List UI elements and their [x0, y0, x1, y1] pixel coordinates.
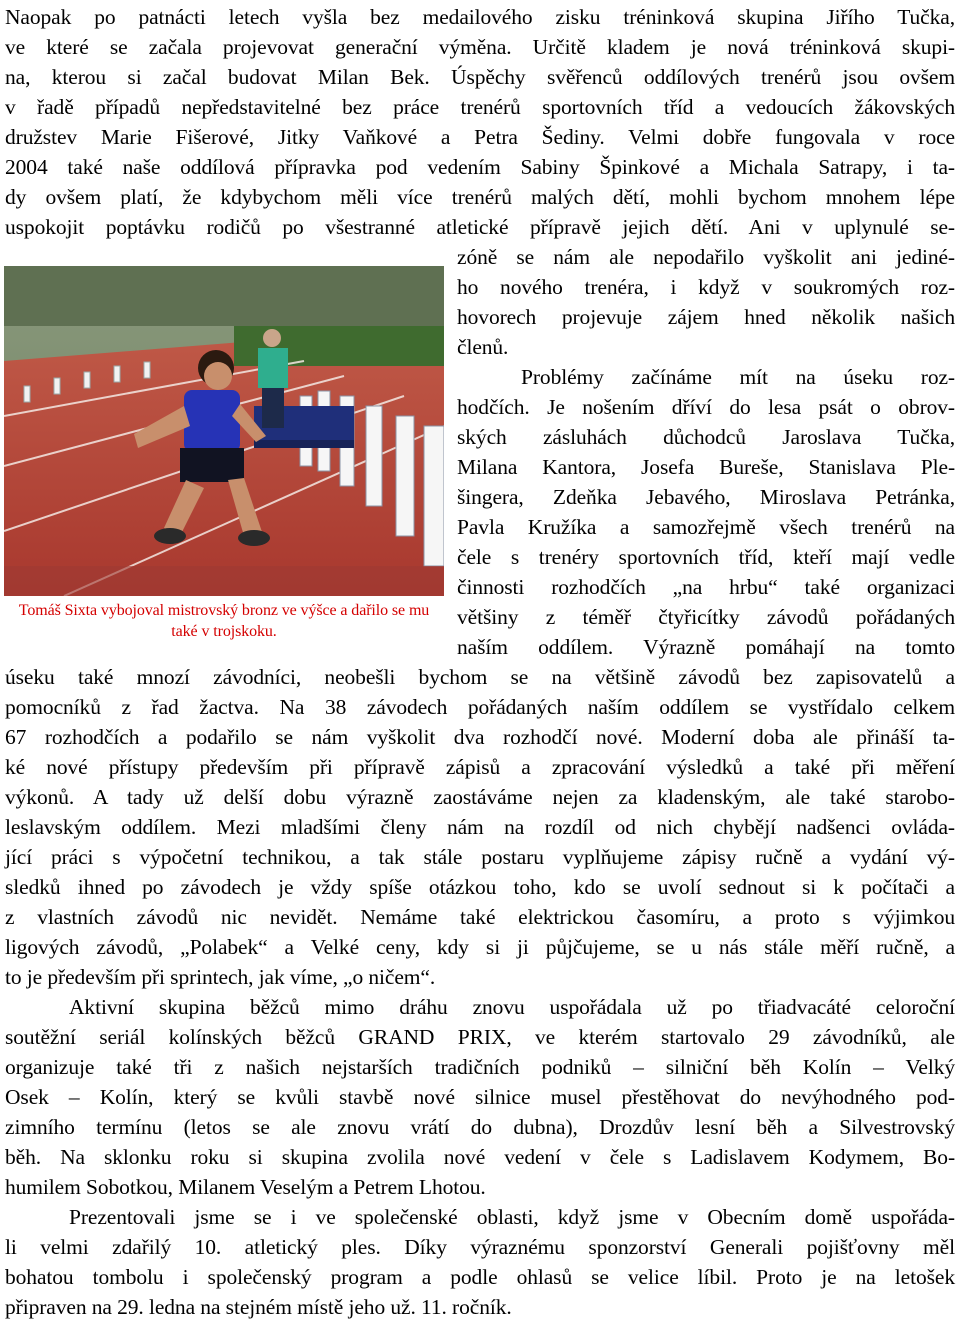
text-line: Aktivní skupina běžců mimo dráhu znovu uspořádala už po třiadvacáté celoroční [69, 995, 955, 1019]
text-line: Naopak po patnácti letech vyšla bez medailového zisku tréninková skupina Jiřího Tučka, [5, 5, 955, 29]
text-line: bohatou tombolu i společenský program a podle ohlasů se velice líbil. Proto je na letošek [5, 1265, 955, 1289]
text-line: Problémy začínáme mít na úseku roz- [521, 365, 955, 389]
text-line: leslavským oddílem. Mezi mladšími členy nám na rozdíl od nich chybějí nadšenci ovláda- [5, 815, 955, 839]
text-line: na, kterou si začal budovat Milan Bek. Úspěchy svěřenců oddílových trenérů jsou ovšem [5, 65, 955, 89]
paragraph-coaches [5, 2, 955, 242]
text-line: výkonů. A tady už delší dobu výrazně zaostáváme nejen za kladenským, ale také starobo- [5, 785, 955, 809]
text-line: jící práci s výpočetní technikou, a tak stále postaru vyplňujeme zápisy ručně a vydání vý- [5, 845, 955, 869]
text-line: většiny z téměř čtyřicítky závodů pořádaných [457, 605, 955, 629]
text-line: uspokojit poptávku rodičů po všestranné atletické přípravě jejich dětí. Ani v uplynulé se- [5, 215, 955, 239]
text-line: ligových závodů, „Polabek“ a Velké ceny, kdy si ji půjčujeme, se u nás stále měří ručně, a [5, 935, 955, 959]
text-line: ských zásluhách důchodců Jaroslava Tučka, [457, 425, 955, 449]
text-line: v řadě případů nepředstavitelné bez práce trenérů sportovních tříd a vedoucích žákovských [5, 95, 955, 119]
text-line: činnosti rozhodčích „na hrbu“ také organizaci [457, 575, 955, 599]
paragraph-referees-continued [5, 662, 955, 992]
paragraph-runners [5, 992, 955, 1202]
text-line: hodčích. Je nošením dříví do lesa psát o obrov- [457, 395, 955, 419]
text-line: čele s trenéry sportovních tříd, kteří mají vedle [457, 545, 955, 569]
text-line: Milana Kantora, Josefa Bureše, Stanislava Ple- [457, 455, 955, 479]
figure-long-jump [4, 266, 444, 642]
text-line: li velmi zdařilý 10. atletický ples. Díky výraznému sponzorství Generali pojišťovny měl [5, 1235, 955, 1259]
text-line: organizuje také tři z našich nejstarších tradičních podniků – silniční běh Kolín – Velký [5, 1055, 955, 1079]
figure-caption: Tomáš Sixta vybojoval mistrovský bronz ve výšce a dařilo se mu také v trojskoku. [18, 602, 430, 640]
text-line: ho nového trenéra, i když v soukromých roz- [457, 275, 955, 299]
paragraph-coaches-continued [457, 242, 955, 362]
text-line: šingera, Zdeňka Jebavého, Miroslava Petránka, [457, 485, 955, 509]
paragraph-referees [457, 362, 955, 662]
text-line: připraven na 29. ledna na stejném místě jeho už. 11. ročník. [5, 1295, 512, 1319]
text-line: Osek – Kolín, který se kvůli stavbě nové silnice musel přestěhovat do nevýhodného pod- [5, 1085, 955, 1109]
text-line: Prezentovali jsme se i ve společenské oblasti, když jsme v Obecním domě uspořáda- [69, 1205, 955, 1229]
text-line: 67 rozhodčích a podařilo se nám vyškolit dva rozhodčí nové. Moderní doba ale přináší ta- [5, 725, 955, 749]
text-line: to je především při sprintech, jak víme, „o ničem“. [5, 965, 436, 989]
text-line: z vlastních závodů nic nevidět. Nemáme také elektrickou časomíru, a proto s výjimkou [5, 905, 955, 929]
text-line: zimního termínu (letos se ale znovu vrátí do dubna), Drozdův lesní běh a Silvestrovský [5, 1115, 955, 1139]
paragraph-ball [5, 1202, 955, 1322]
text-line: ve které se začala projevovat generační výměna. Určitě kladem je nová tréninková skupi- [5, 35, 955, 59]
text-line: úseku také mnozí závodníci, neobešli bychom se na většině závodů bez zapisovatelů a [5, 665, 955, 689]
text-line: běh. Na sklonku roku si skupina zvolila nové vedení v čele s Ladislavem Kodymem, Bo- [5, 1145, 955, 1169]
text-line: humilem Sobotkou, Milanem Veselým a Petrem Lhotou. [5, 1175, 486, 1199]
text-line: 2004 také naše oddílová přípravka pod vedením Sabiny Špinkové a Michala Satrapy, i ta- [5, 155, 955, 179]
text-line: sledků ihned po závodech je vždy spíše otázkou toho, kdo se uvolí sednout si k počítači a [5, 875, 955, 899]
text-line: pomocníků z řad žactva. Na 38 závodech pořádaných naším oddílem se vystřídalo celkem [5, 695, 955, 719]
text-line: ké nové přístupy především při přípravě zápisů a zpracování výsledků a také při měření [5, 755, 955, 779]
text-line: zóně se nám ale nepodařilo vyškolit ani jediné- [457, 245, 955, 269]
text-line: členů. [457, 335, 509, 359]
long-jump-photo [4, 266, 444, 596]
text-line: naším oddílem. Výrazně pomáhají na tomto [457, 635, 955, 659]
text-line: hovorech projevuje zájem hned několik našich [457, 305, 955, 329]
text-line: dy ovšem platí, že kdybychom měli více trenérů malých dětí, mohli bychom mnohem lépe [5, 185, 955, 209]
athlete-photo-image [4, 266, 444, 596]
text-line: soutěžní seriál kolínských běžců GRAND PRIX, ve kterém startovalo 29 závodníků, ale [5, 1025, 955, 1049]
text-line: družstev Marie Fišerové, Jitky Vaňkové a Petra Šediny. Velmi dobře fungovala v roce [5, 125, 955, 149]
text-line: Pavla Kružíka a samozřejmě všech trenérů na [457, 515, 955, 539]
